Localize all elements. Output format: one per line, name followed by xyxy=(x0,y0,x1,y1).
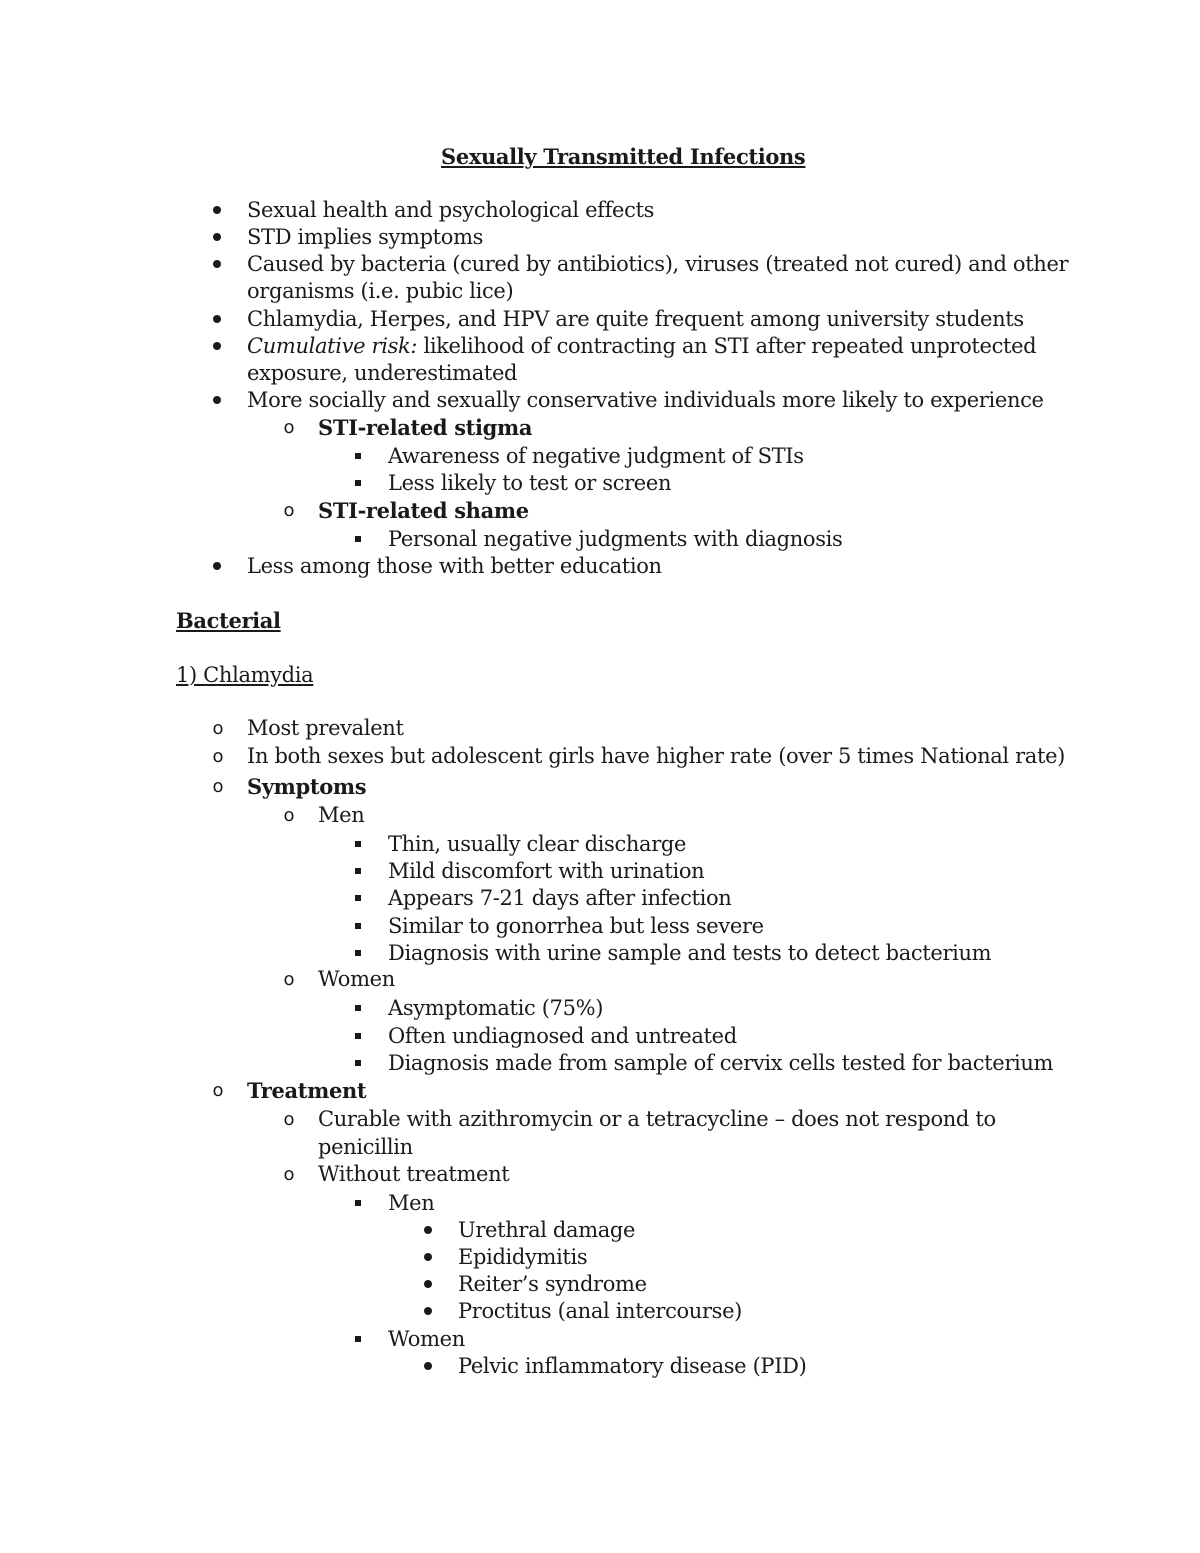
bullet-disc xyxy=(418,1298,438,1325)
list-item: Appears 7-21 days after infection xyxy=(388,886,732,910)
bullet-disc xyxy=(418,1353,438,1380)
bullet-circle: o xyxy=(283,500,295,521)
list-item: Personal negative judgments with diagnosis xyxy=(388,527,843,551)
bullet-disc xyxy=(418,1217,438,1244)
list-item-continuation: exposure, underestimated xyxy=(247,361,518,385)
bullet-circle: o xyxy=(212,776,224,797)
bullet-disc xyxy=(207,306,227,333)
list-item: Less likely to test or screen xyxy=(388,471,672,495)
list-item: Mild discomfort with urination xyxy=(388,859,705,883)
term-label: Cumulative risk: xyxy=(247,334,418,358)
list-item: Urethral damage xyxy=(458,1218,636,1242)
bullet-square xyxy=(348,443,368,470)
page-title: Sexually Transmitted Infections xyxy=(441,144,806,169)
bullet-square xyxy=(348,940,368,967)
bullet-square xyxy=(348,470,368,497)
bullet-circle: o xyxy=(283,969,295,990)
section-heading: Bacterial xyxy=(176,608,281,633)
list-item: Women xyxy=(318,967,395,991)
term-definition: likelihood of contracting an STI after repeated unprotected xyxy=(417,334,1037,358)
list-item-continuation: penicillin xyxy=(318,1135,413,1159)
bullet-square xyxy=(348,1190,368,1217)
list-item: Curable with azithromycin or a tetracycline – does not respond to xyxy=(318,1107,996,1131)
bullet-circle: o xyxy=(283,1164,295,1185)
bullet-square xyxy=(348,1050,368,1077)
list-item: Pelvic inflammatory disease (PID) xyxy=(458,1354,807,1378)
bullet-disc xyxy=(207,224,227,251)
bullet-square xyxy=(348,831,368,858)
list-item: Proctitus (anal intercourse) xyxy=(458,1299,743,1323)
list-item: STI-related stigma xyxy=(318,415,533,440)
bullet-circle: o xyxy=(283,1109,295,1130)
list-item: Men xyxy=(388,1191,435,1215)
list-item: Most prevalent xyxy=(247,716,404,740)
list-item: Epididymitis xyxy=(458,1245,588,1269)
list-item: Chlamydia, Herpes, and HPV are quite frequent among university students xyxy=(247,307,1024,331)
bullet-circle: o xyxy=(283,417,295,438)
bullet-square xyxy=(348,1326,368,1353)
bullet-disc xyxy=(207,387,227,414)
bullet-disc xyxy=(207,553,227,580)
list-item-continuation: organisms (i.e. pubic lice) xyxy=(247,279,514,303)
list-item: Similar to gonorrhea but less severe xyxy=(388,914,764,938)
bullet-circle: o xyxy=(212,718,224,739)
list-item: STI-related shame xyxy=(318,498,529,523)
bullet-square xyxy=(348,526,368,553)
list-item: Diagnosis with urine sample and tests to detect bacterium xyxy=(388,941,992,965)
list-item: Less among those with better education xyxy=(247,554,662,578)
list-item: Without treatment xyxy=(318,1162,510,1186)
bullet-disc xyxy=(207,251,227,278)
list-item: Diagnosis made from sample of cervix cells tested for bacterium xyxy=(388,1051,1054,1075)
bullet-circle: o xyxy=(283,805,295,826)
list-item: More socially and sexually conservative individuals more likely to experience xyxy=(247,388,1044,412)
list-item: Sexual health and psychological effects xyxy=(247,198,655,222)
bullet-disc xyxy=(207,197,227,224)
bullet-square xyxy=(348,995,368,1022)
list-item: Often undiagnosed and untreated xyxy=(388,1024,737,1048)
list-item: Symptoms xyxy=(247,774,367,799)
list-item: Awareness of negative judgment of STIs xyxy=(388,444,804,468)
bullet-disc xyxy=(418,1244,438,1271)
bullet-circle: o xyxy=(212,1080,224,1101)
list-item: Thin, usually clear discharge xyxy=(388,832,687,856)
bullet-disc xyxy=(207,333,227,360)
list-item: Asymptomatic (75%) xyxy=(388,996,604,1020)
bullet-square xyxy=(348,858,368,885)
list-item: STD implies symptoms xyxy=(247,225,484,249)
list-item xyxy=(247,333,1036,360)
subsection-heading: 1) Chlamydia xyxy=(176,663,314,687)
list-item: Reiter’s syndrome xyxy=(458,1272,647,1296)
list-item: In both sexes but adolescent girls have higher rate (over 5 times National rate) xyxy=(247,744,1065,768)
list-item: Women xyxy=(388,1327,465,1351)
bullet-square xyxy=(348,913,368,940)
bullet-circle: o xyxy=(212,746,224,767)
bullet-disc xyxy=(418,1271,438,1298)
list-item: Men xyxy=(318,803,365,827)
list-item: Caused by bacteria (cured by antibiotics), viruses (treated not cured) and other xyxy=(247,252,1069,276)
bullet-square xyxy=(348,1023,368,1050)
bullet-square xyxy=(348,885,368,912)
list-item: Treatment xyxy=(247,1078,367,1103)
